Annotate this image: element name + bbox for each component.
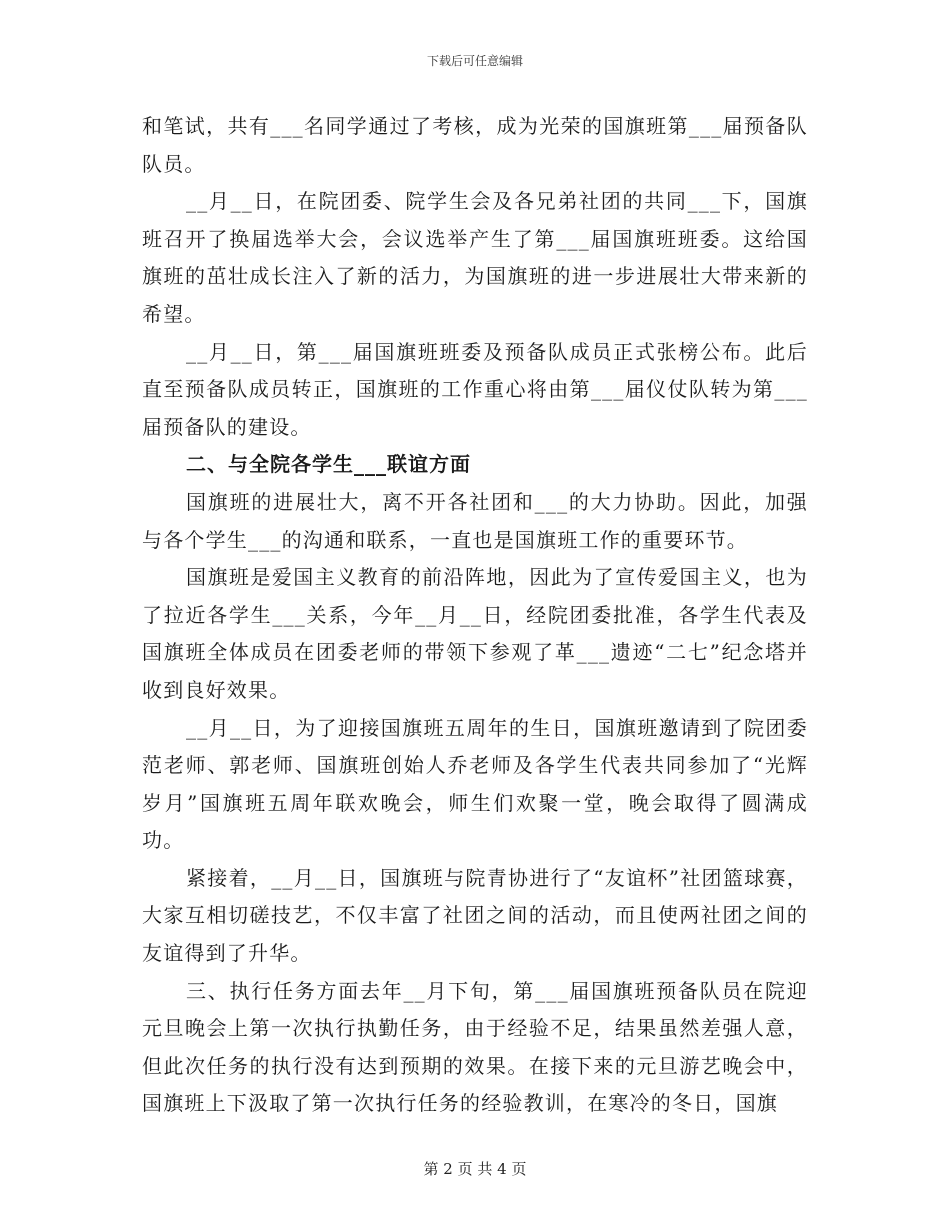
- paragraph: 三、执行任务方面去年__月下旬，第___届国旗班预备队员在院迎元旦晚会上第一次执行执勤任务，由于经验不足，结果虽然差强人意，但此次任务的执行没有达到预期的效果。在接下来的元旦游艺晚会中，国旗班上下汲取了第一次执行任务的经验教训，在寒冷的冬日，国旗: [142, 978, 808, 1116]
- section-heading: 二、与全院各学生___联谊方面: [186, 452, 471, 477]
- paragraph: __月__日，第___届国旗班班委及预备队成员正式张榜公布。此后直至预备队成员转正，国旗班的工作重心将由第___届仪仗队转为第___届预备队的建设。: [142, 339, 808, 439]
- page-header: 下载后可任意编辑: [426, 54, 523, 68]
- paragraph: __月__日，为了迎接国旗班五周年的生日，国旗班邀请到了院团委范老师、郭老师、国旗班创始人乔老师及各学生代表共同参加了“光辉岁月”国旗班五周年联欢晚会，师生们欢聚一堂，晚会取得了圆满成功。: [142, 715, 808, 853]
- paragraph: 国旗班是爱国主义教育的前沿阵地，因此为了宣传爱国主义，也为了拉近各学生___关系，今年__月__日，经院团委批准，各学生代表及国旗班全体成员在团委老师的带领下参观了革___遗迹“二七”纪念塔并收到良好效果。: [142, 565, 808, 702]
- page-number-footer: 第 2 页 共 4 页: [423, 1160, 527, 1178]
- paragraph: __月__日，在院团委、院学生会及各兄弟社团的共同___下，国旗班召开了换届选举大会，会议选举产生了第___届国旗班班委。这给国旗班的茁壮成长注入了新的活力，为国旗班的进一步进展壮大带来新的希望。: [142, 189, 808, 326]
- paragraph: 国旗班的进展壮大，离不开各社团和___的大力协助。因此，加强与各个学生___的沟通和联系，一直也是国旗班工作的重要环节。: [142, 489, 808, 552]
- document-body: [142, 108, 808, 1123]
- paragraph: 紧接着，__月__日，国旗班与院青协进行了“友谊杯”社团篮球赛，大家互相切磋技艺，不仅丰富了社团之间的活动，而且使两社团之间的友谊得到了升华。: [142, 865, 808, 966]
- paragraph: 和笔试，共有___名同学通过了考核，成为光荣的国旗班第___届预备队队员。: [142, 114, 808, 176]
